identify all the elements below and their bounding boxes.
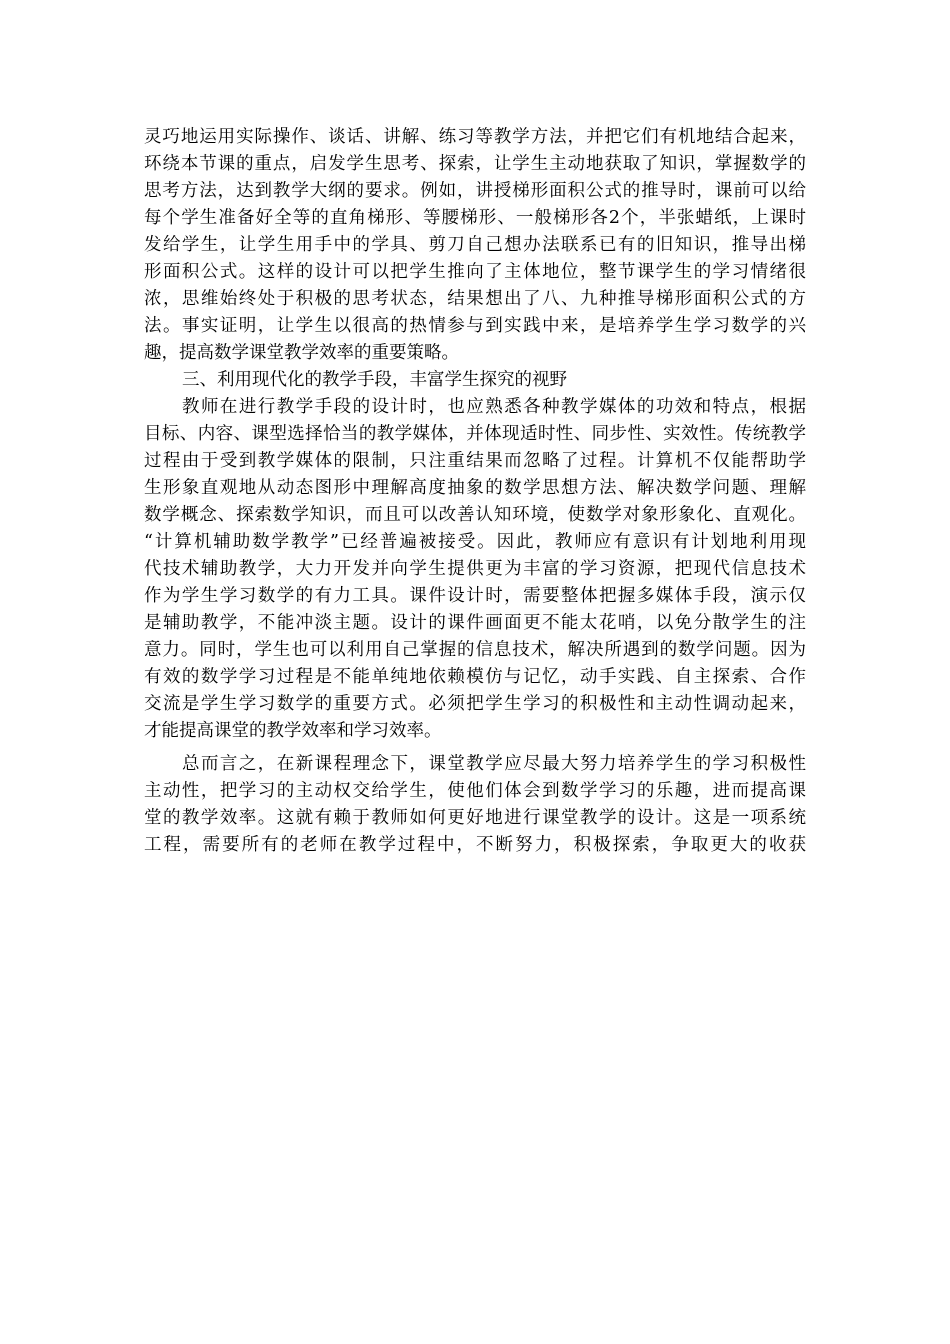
- paragraph-line: 主动性，把学习的主动权交给学生，使他们体会到数学学习的乐趣，进而提高课: [144, 781, 806, 801]
- paragraph-2: [144, 394, 806, 745]
- document-body: [144, 124, 806, 859]
- paragraph-line: 堂的教学效率。这就有赖于教师如何更好地进行课堂教学的设计。这是一项系统: [144, 808, 806, 828]
- paragraph-line: 数学概念、探索数学知识，而且可以改善认知环境，使数学对象形象化、直观化。: [144, 505, 806, 525]
- paragraph-line: 浓，思维始终处于积极的思考状态，结果想出了八、九种推导梯形面积公式的方: [144, 289, 806, 309]
- paragraph-3: [144, 751, 806, 859]
- paragraph-line: 是辅助教学，不能冲淡主题。设计的课件画面更不能太花哨，以免分散学生的注: [144, 613, 806, 633]
- paragraph-line: 每个学生准备好全等的直角梯形、等腰梯形、一般梯形各2个，半张蜡纸，上课时: [144, 208, 806, 228]
- section-heading: 三、利用现代化的教学手段，丰富学生探究的视野: [182, 370, 567, 390]
- paragraph-line: 法。事实证明，让学生以很高的热情参与到实践中来，是培养学生学习数学的兴: [144, 316, 806, 336]
- paragraph-1: [144, 124, 806, 367]
- paragraph-line: “计算机辅助数学教学”已经普遍被接受。因此，教师应有意识有计划地利用现: [144, 532, 806, 552]
- paragraph-line: 才能提高课堂的教学效率和学习效率。: [144, 721, 442, 741]
- paragraph-line: 代技术辅助教学，大力开发并向学生提供更为丰富的学习资源，把现代信息技术: [144, 559, 806, 579]
- paragraph-line: 形面积公式。这样的设计可以把学生推向了主体地位，整节课学生的学习情绪很: [144, 262, 806, 282]
- paragraph-line: 趣，提高数学课堂教学效率的重要策略。: [144, 343, 459, 363]
- paragraph-line: 意力。同时，学生也可以利用自己掌握的信息技术，解决所遇到的数学问题。因为: [144, 640, 806, 660]
- paragraph-line: 生形象直观地从动态图形中理解高度抽象的数学思想方法、解决数学问题、理解: [144, 478, 806, 498]
- paragraph-line: 思考方法，达到教学大纲的要求。例如，讲授梯形面积公式的推导时，课前可以给: [144, 181, 806, 201]
- paragraph-line: 教师在进行教学手段的设计时，也应熟悉各种教学媒体的功效和特点，根据: [182, 397, 806, 417]
- paragraph-line: 有效的数学学习过程是不能单纯地依赖模仿与记忆，动手实践、自主探索、合作: [144, 667, 806, 687]
- paragraph-line: 作为学生学习数学的有力工具。课件设计时，需要整体把握多媒体手段，演示仅: [144, 586, 806, 606]
- paragraph-line: 环绕本节课的重点，启发学生思考、探索，让学生主动地获取了知识，掌握数学的: [144, 154, 806, 174]
- paragraph-line: 灵巧地运用实际操作、谈话、讲解、练习等教学方法，并把它们有机地结合起来，: [144, 127, 806, 147]
- paragraph-line: 目标、内容、课型选择恰当的教学媒体，并体现适时性、同步性、实效性。传统教学: [144, 424, 806, 444]
- paragraph-line: 交流是学生学习数学的重要方式。必须把学生学习的积极性和主动性调动起来，: [144, 694, 806, 714]
- paragraph-line: 工程，需要所有的老师在教学过程中，不断努力，积极探索，争取更大的收获: [144, 835, 806, 855]
- paragraph-line: 总而言之，在新课程理念下，课堂教学应尽最大努力培养学生的学习积极性: [182, 754, 806, 774]
- paragraph-line: 过程由于受到教学媒体的限制，只注重结果而忽略了过程。计算机不仅能帮助学: [144, 451, 806, 471]
- paragraph-line: 发给学生，让学生用手中的学具、剪刀自己想办法联系已有的旧知识，推导出梯: [144, 235, 806, 255]
